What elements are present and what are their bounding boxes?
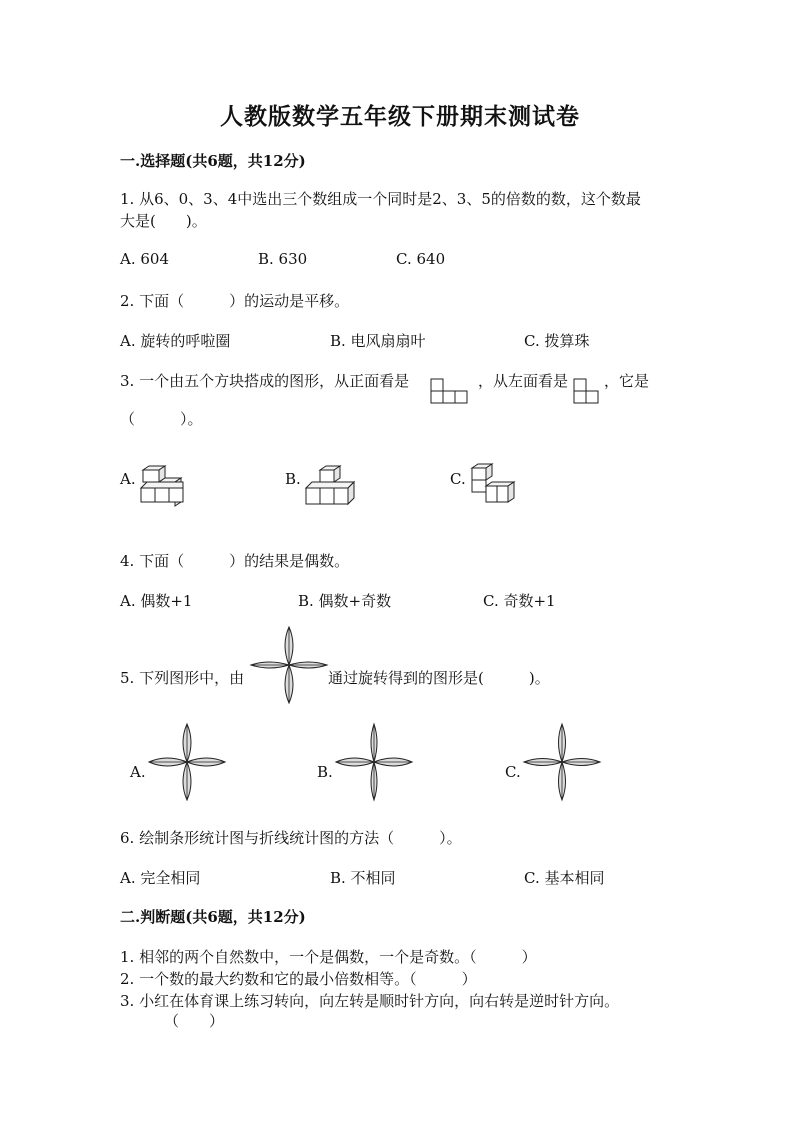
question-3-option-a: A. [120, 470, 136, 488]
page-title: 人教版数学五年级下册期末测试卷 [220, 103, 580, 130]
question-5-option-b: B. [317, 763, 333, 781]
question-1-line-1: 1. 从6、0、3、4中选出三个数组成一个同时是2、3、5的倍数的数，这个数最 [120, 190, 641, 208]
question-6-option-a: A. 完全相同 [120, 869, 201, 887]
question-5-text-part-1: 5. 下列图形中，由 [120, 669, 245, 687]
question-2-text: 2. 下面（ ）的运动是平移。 [120, 292, 350, 310]
question-3-option-b: B. [285, 470, 301, 488]
cube-figure-b [302, 465, 358, 509]
question-2-option-b: B. 电风扇扇叶 [330, 332, 426, 350]
question-5-option-c: C. [505, 763, 521, 781]
question-4-option-a: A. 偶数+1 [120, 592, 193, 610]
question-1-option-a: A. 604 [120, 250, 169, 268]
front-view-figure [430, 378, 472, 406]
question-3-line-2: （ ）。 [120, 410, 203, 428]
question-6-text: 6. 绘制条形统计图与折线统计图的方法（ ）。 [120, 829, 462, 847]
cube-figure-a [138, 465, 190, 509]
judgement-item-3: 3. 小红在体育课上练习转向，向左转是顺时针方向，向右转是逆时针方向。 [120, 992, 620, 1010]
question-6-option-c: C. 基本相同 [524, 869, 605, 887]
flower-figure-c [523, 723, 601, 801]
question-2-option-a: A. 旋转的呼啦圈 [120, 332, 231, 350]
question-4-text: 4. 下面（ ）的结果是偶数。 [120, 552, 350, 570]
question-3-text-part-2: ，从左面看是 [478, 372, 569, 390]
question-2-option-c: C. 拨算珠 [524, 332, 590, 350]
judgement-item-1: 1. 相邻的两个自然数中，一个是偶数，一个是奇数。（ ） [120, 948, 537, 966]
question-3-option-c: C. [450, 470, 466, 488]
question-6-option-b: B. 不相同 [330, 869, 396, 887]
section-heading-choice: 一.选择题(共6题，共12分) [120, 152, 306, 170]
judgement-item-3-blank: （ ） [164, 1012, 225, 1030]
question-4-option-b: B. 偶数+奇数 [298, 592, 392, 610]
question-5-option-a: A. [130, 763, 146, 781]
question-1-line-2: 大是( )。 [120, 212, 207, 230]
flower-figure-a [148, 723, 226, 801]
question-3-text-part-3: ，它是 [604, 372, 650, 390]
judgement-item-2: 2. 一个数的最大约数和它的最小倍数相等。（ ） [120, 970, 477, 988]
question-5-text-part-2: 通过旋转得到的图形是( )。 [328, 669, 550, 687]
question-4-option-c: C. 奇数+1 [483, 592, 556, 610]
question-1-option-b: B. 630 [258, 250, 308, 268]
question-1-option-c: C. 640 [396, 250, 446, 268]
cube-figure-c [468, 462, 520, 508]
left-view-figure [573, 378, 603, 406]
flower-figure-original [250, 626, 328, 704]
section-heading-judgement: 二.判断题(共6题，共12分) [120, 908, 306, 926]
flower-figure-b [335, 723, 413, 801]
question-3-text-part-1: 3. 一个由五个方块搭成的图形，从正面看是 [120, 372, 410, 390]
